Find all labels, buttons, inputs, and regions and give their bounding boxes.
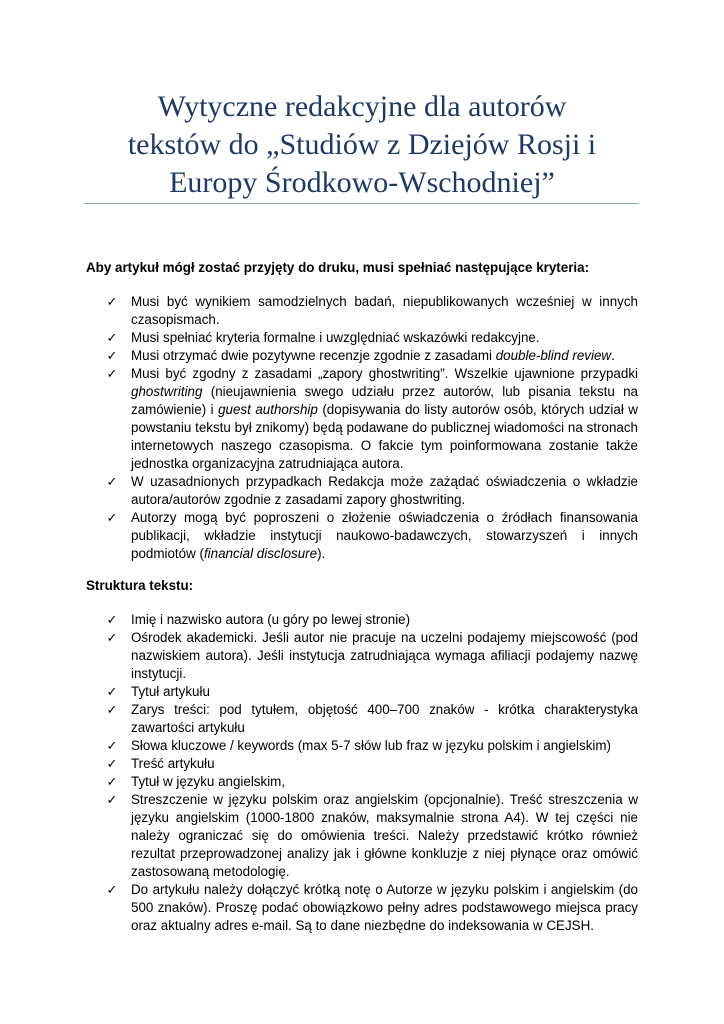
item-text: (nieujawnienia swego udziału przez autorów, lub pisania tekstu na zamówienie) i xyxy=(131,384,638,417)
list-item xyxy=(104,329,638,347)
checkmark-icon: ✓ xyxy=(106,882,118,897)
item-text: Musi być wynikiem samodzielnych badań, niepublikowanych wcześniej w innych czasopismach. xyxy=(131,294,638,327)
item-text: Ośrodek akademicki. Jeśli autor nie pracuje na uczelni podajemy miejscowość (pod nazwiskiem autora). Jeśli instytucja zatrudniająca wymaga afiliacji podajemy nazwę instytucji. xyxy=(131,630,638,681)
item-text: Streszczenie w języku polskim oraz angielskim (opcjonalnie). Treść streszczenia w języku angielskim (1000-1800 znaków, maksymalnie strona A4). W tej części nie należy ograniczać się do omówienia treści. Należy przedstawić krótko również rezultat przeprowadzonej analizy jak i główne konkluzje z niej płynące oraz omówić zastosowaną metodologię. xyxy=(131,792,638,879)
list-item xyxy=(104,791,638,881)
item-text: Tytuł w języku angielskim, xyxy=(131,774,286,789)
list-item xyxy=(104,347,638,365)
checkmark-icon: ✓ xyxy=(106,774,118,789)
item-text: Musi spełniać kryteria formalne i uwzględniać wskazówki redakcyjne. xyxy=(131,330,540,345)
list-item xyxy=(104,737,638,755)
item-text: Do artykułu należy dołączyć krótką notę o Autorze w języku polskim i angielskim (do 500 znaków). Proszę podać obowiązkowo pełny adres podstawowego miejsca pracy oraz aktualny adres e-mail. Są to dane niezbędne do indeksowania w CEJSH. xyxy=(131,882,638,933)
criteria-heading: Aby artykuł mógł zostać przyjęty do druku, musi spełniać następujące kryteria: xyxy=(86,260,590,275)
checkmark-icon: ✓ xyxy=(106,294,118,309)
list-item xyxy=(104,293,638,329)
list-item xyxy=(104,629,638,683)
criteria-list xyxy=(104,293,638,563)
item-text: (dopisywania do listy autorów osób, których udział w powstaniu tekstu był znikomy) będą podawane do publicznej wiadomości na stronach internetowych naszego czasopisma. O fakcie tym poinformowana zostanie także jednostka organizacyjna zatrudniająca autora. xyxy=(131,402,638,471)
checkmark-icon: ✓ xyxy=(106,366,118,381)
item-text: Musi być zgodny z zasadami „zapory ghostwriting”. Wszelkie ujawnione przypadki xyxy=(131,366,638,381)
list-item xyxy=(104,881,638,935)
item-text: Autorzy mogą być poproszeni o złożenie oświadczenia o źródłach finansowania publikacji, wkładzie instytucji naukowo-badawczych, stowarzyszeń i innych podmiotów ( xyxy=(131,510,638,561)
item-text: Musi otrzymać dwie pozytywne recenzje zgodnie z zasadami xyxy=(131,348,496,363)
checkmark-icon: ✓ xyxy=(106,510,118,525)
checkmark-icon: ✓ xyxy=(106,684,118,699)
checkmark-icon: ✓ xyxy=(106,474,118,489)
list-item xyxy=(104,473,638,509)
title-divider xyxy=(84,203,639,204)
item-text: Treść artykułu xyxy=(131,756,215,771)
item-text: Imię i nazwisko autora (u góry po lewej stronie) xyxy=(131,612,411,627)
item-text: Zarys treści: pod tytułem, objętość 400–700 znaków - krótka charakterystyka zawartości artykułu xyxy=(131,702,638,735)
title-line-3: Europy Środkowo-Wschodniej” xyxy=(169,166,555,199)
item-text: ). xyxy=(317,546,326,561)
checkmark-icon: ✓ xyxy=(106,702,118,717)
item-emphasis: double-blind review xyxy=(495,348,612,363)
checkmark-icon: ✓ xyxy=(106,630,118,645)
structure-list xyxy=(104,611,638,935)
item-emphasis: financial disclosure xyxy=(203,546,318,561)
list-item xyxy=(104,701,638,737)
item-text: Słowa kluczowe / keywords (max 5-7 słów lub fraz w języku polskim i angielskim) xyxy=(131,738,611,753)
list-item xyxy=(104,773,638,791)
checkmark-icon: ✓ xyxy=(106,348,118,363)
structure-heading: Struktura tekstu: xyxy=(86,578,194,593)
list-item xyxy=(104,755,638,773)
checkmark-icon: ✓ xyxy=(106,330,118,345)
title-line-2: tekstów do „Studiów z Dziejów Rosji i xyxy=(127,128,597,161)
list-item xyxy=(104,611,638,629)
item-text: . xyxy=(611,348,615,363)
list-item xyxy=(104,509,638,563)
checkmark-icon: ✓ xyxy=(106,612,118,627)
list-item xyxy=(104,683,638,701)
checkmark-icon: ✓ xyxy=(106,792,118,807)
item-text: W uzasadnionych przypadkach Redakcja może zażądać oświadczenia o wkładzie autora/autorów zgodnie z zasadami zapory ghostwriting. xyxy=(131,474,638,507)
item-text: Tytuł artykułu xyxy=(131,684,210,699)
title-line-1: Wytyczne redakcyjne dla autorów xyxy=(157,90,567,123)
list-item xyxy=(104,365,638,473)
item-emphasis: guest authorship xyxy=(218,402,318,417)
checkmark-icon: ✓ xyxy=(106,756,118,771)
page-title xyxy=(90,88,634,202)
item-emphasis: ghostwriting xyxy=(131,384,203,399)
checkmark-icon: ✓ xyxy=(106,738,118,753)
